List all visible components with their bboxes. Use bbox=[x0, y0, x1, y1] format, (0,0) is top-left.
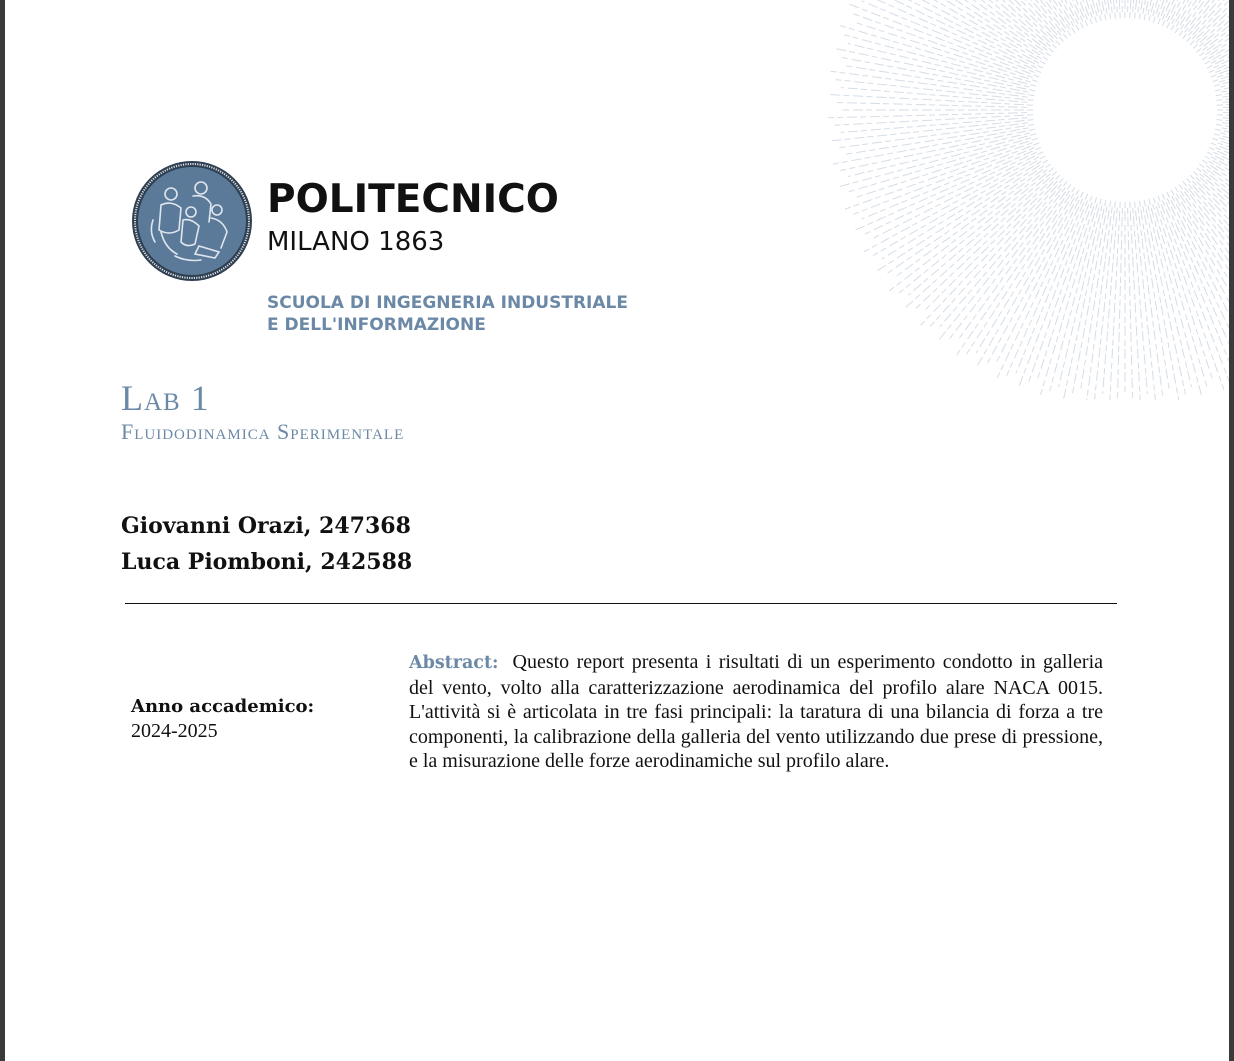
sunburst-ray bbox=[976, 194, 1074, 353]
sunburst-ray bbox=[1215, 50, 1229, 91]
sunburst-ray bbox=[1200, 174, 1230, 296]
sunburst-ray bbox=[1080, 201, 1110, 392]
sunburst-ray bbox=[930, 178, 1063, 326]
abstract-label: Abstract: bbox=[409, 653, 499, 673]
sunburst-ray bbox=[1143, 206, 1179, 400]
sunburst-ray bbox=[846, 138, 1031, 193]
sunburst-ray bbox=[1153, 204, 1208, 389]
abstract-block bbox=[409, 650, 1103, 774]
academic-year-block bbox=[131, 694, 314, 744]
author-entry: Giovanni Orazi, 247368 bbox=[121, 513, 411, 539]
sunburst-ray bbox=[853, 143, 1039, 214]
sunburst-ray bbox=[882, 161, 1041, 259]
sunburst-ray bbox=[1016, 201, 1088, 374]
sunburst-ray bbox=[894, 0, 1050, 56]
sunburst-ray bbox=[831, 71, 1028, 97]
politecnico-seal-icon bbox=[131, 160, 253, 282]
author-entry: Luca Piomboni, 242588 bbox=[121, 549, 413, 575]
sunburst-ray bbox=[1197, 168, 1230, 297]
sunburst-ray bbox=[880, 0, 1044, 55]
academic-year-label: Anno accademico: bbox=[131, 696, 315, 717]
school-name bbox=[267, 292, 628, 336]
sunburst-ray bbox=[1149, 199, 1202, 397]
sunburst-ray bbox=[977, 190, 1080, 368]
sunburst-ray bbox=[1199, 0, 1229, 56]
abstract-text: Questo report presenta i risultati di un esperimento condotto in galleria del vento, volto alla caratterizzazione aerodinamica del profilo alare NACA 0015. L'attività si è articolata in tre fasi principali: la taratura di una bilancia di forza a tre componenti, la calibrazione della galleria del vento utilizzando due prese di pressione, e la misurazione delle forze aerodinamiche sul profilo alare. bbox=[409, 651, 1103, 773]
sunburst-ray bbox=[1223, 88, 1229, 103]
sunburst-ray bbox=[1041, 204, 1098, 395]
lab-title: Lab 1 bbox=[121, 378, 210, 418]
school-name-line-1: SCUOLA DI INGEGNERIA INDUSTRIALE bbox=[267, 293, 628, 313]
sunburst-ray bbox=[844, 35, 1036, 86]
sunburst-ray bbox=[838, 134, 1036, 187]
sunburst-ray bbox=[830, 120, 1034, 141]
course-title: Fluidodinamica Sperimentale bbox=[121, 419, 405, 444]
sunburst-ray bbox=[1144, 200, 1185, 395]
institution-city-year: MILANO 1863 bbox=[267, 227, 445, 257]
sunburst-ray bbox=[924, 175, 1060, 311]
sunburst-ray bbox=[967, 187, 1075, 354]
sunburst-ray bbox=[876, 160, 1048, 272]
sunburst-ray bbox=[1086, 207, 1112, 400]
separator-rule bbox=[125, 603, 1117, 604]
sunburst-ray bbox=[1223, 118, 1229, 133]
sunburst-ray bbox=[844, 124, 1035, 154]
sunburst-ray bbox=[840, 129, 1035, 170]
sunburst-ray bbox=[1187, 178, 1229, 330]
sunburst-ray bbox=[1193, 181, 1230, 321]
sunburst-ray bbox=[1181, 0, 1230, 29]
document-page bbox=[5, 0, 1229, 1061]
sunburst-ray bbox=[924, 0, 1060, 45]
sunburst-ray bbox=[871, 0, 1043, 68]
sunburst-ray bbox=[833, 128, 1029, 164]
sunburst-ray bbox=[889, 170, 1047, 291]
sunburst-ray bbox=[882, 0, 1041, 59]
sunburst-ray bbox=[1158, 196, 1229, 382]
sunburst-ray bbox=[862, 1, 1035, 73]
sunburst-ray bbox=[862, 148, 1035, 220]
institution-name: POLITECNICO bbox=[267, 177, 559, 222]
sunburst-ray bbox=[1139, 201, 1169, 392]
authors-list bbox=[121, 508, 412, 580]
sunburst-ray bbox=[1206, 0, 1229, 55]
sunburst-ray bbox=[859, 0, 1041, 73]
sunburst-ray bbox=[1162, 194, 1229, 381]
sunburst-ray bbox=[1050, 199, 1102, 391]
sunburst-ray bbox=[844, 65, 1035, 95]
sunburst-ray bbox=[1175, 187, 1229, 359]
sunburst-ray bbox=[840, 26, 1031, 83]
school-name-line-2: E DELL'INFORMAZIONE bbox=[267, 315, 486, 335]
academic-year-value: 2024-2025 bbox=[131, 720, 218, 742]
